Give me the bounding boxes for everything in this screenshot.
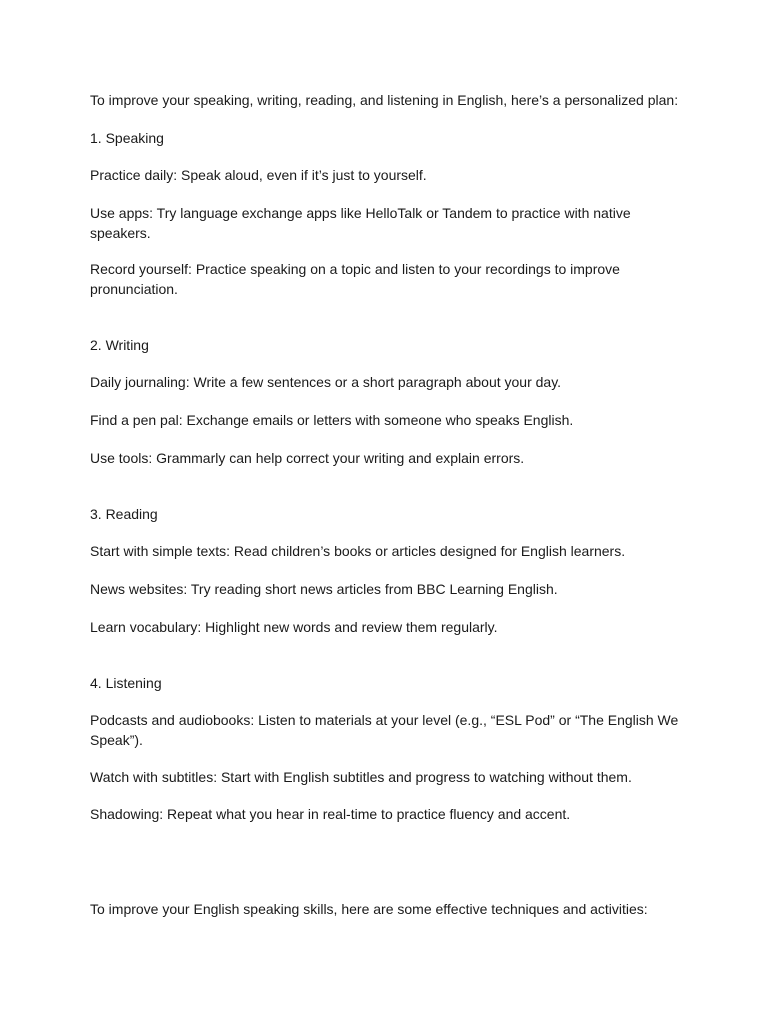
listening-item: Podcasts and audiobooks: Listen to materials at your level (e.g., “ESL Pod” or “The English We Speak”). [90, 712, 679, 748]
writing-item: Daily journaling: Write a few sentences or a short paragraph about your day. [90, 374, 562, 390]
reading-item: Start with simple texts: Read children’s books or articles designed for English learners. [90, 543, 626, 559]
reading-item: Learn vocabulary: Highlight new words and review them regularly. [90, 619, 498, 635]
reading-item: News websites: Try reading short news articles from BBC Learning English. [90, 581, 558, 597]
writing-item: Find a pen pal: Exchange emails or letters with someone who speaks English. [90, 412, 574, 428]
section-heading-speaking: 1. Speaking [90, 130, 164, 146]
writing-item: Use tools: Grammarly can help correct your writing and explain errors. [90, 450, 525, 466]
speaking-item: Practice daily: Speak aloud, even if it’s just to yourself. [90, 167, 427, 183]
section-heading-reading: 3. Reading [90, 506, 158, 522]
outro-paragraph: To improve your English speaking skills, here are some effective techniques and activities: [90, 901, 648, 917]
section-heading-writing: 2. Writing [90, 337, 149, 353]
section-heading-listening: 4. Listening [90, 675, 162, 691]
listening-item: Watch with subtitles: Start with English subtitles and progress to watching without them. [90, 769, 632, 785]
intro-paragraph: To improve your speaking, writing, reading, and listening in English, here’s a personalized plan: [90, 92, 679, 108]
speaking-item: Use apps: Try language exchange apps like HelloTalk or Tandem to practice with native speakers. [90, 205, 631, 241]
speaking-item: Record yourself: Practice speaking on a topic and listen to your recordings to improve pronunciation. [90, 261, 620, 297]
listening-item: Shadowing: Repeat what you hear in real-time to practice fluency and accent. [90, 806, 571, 822]
